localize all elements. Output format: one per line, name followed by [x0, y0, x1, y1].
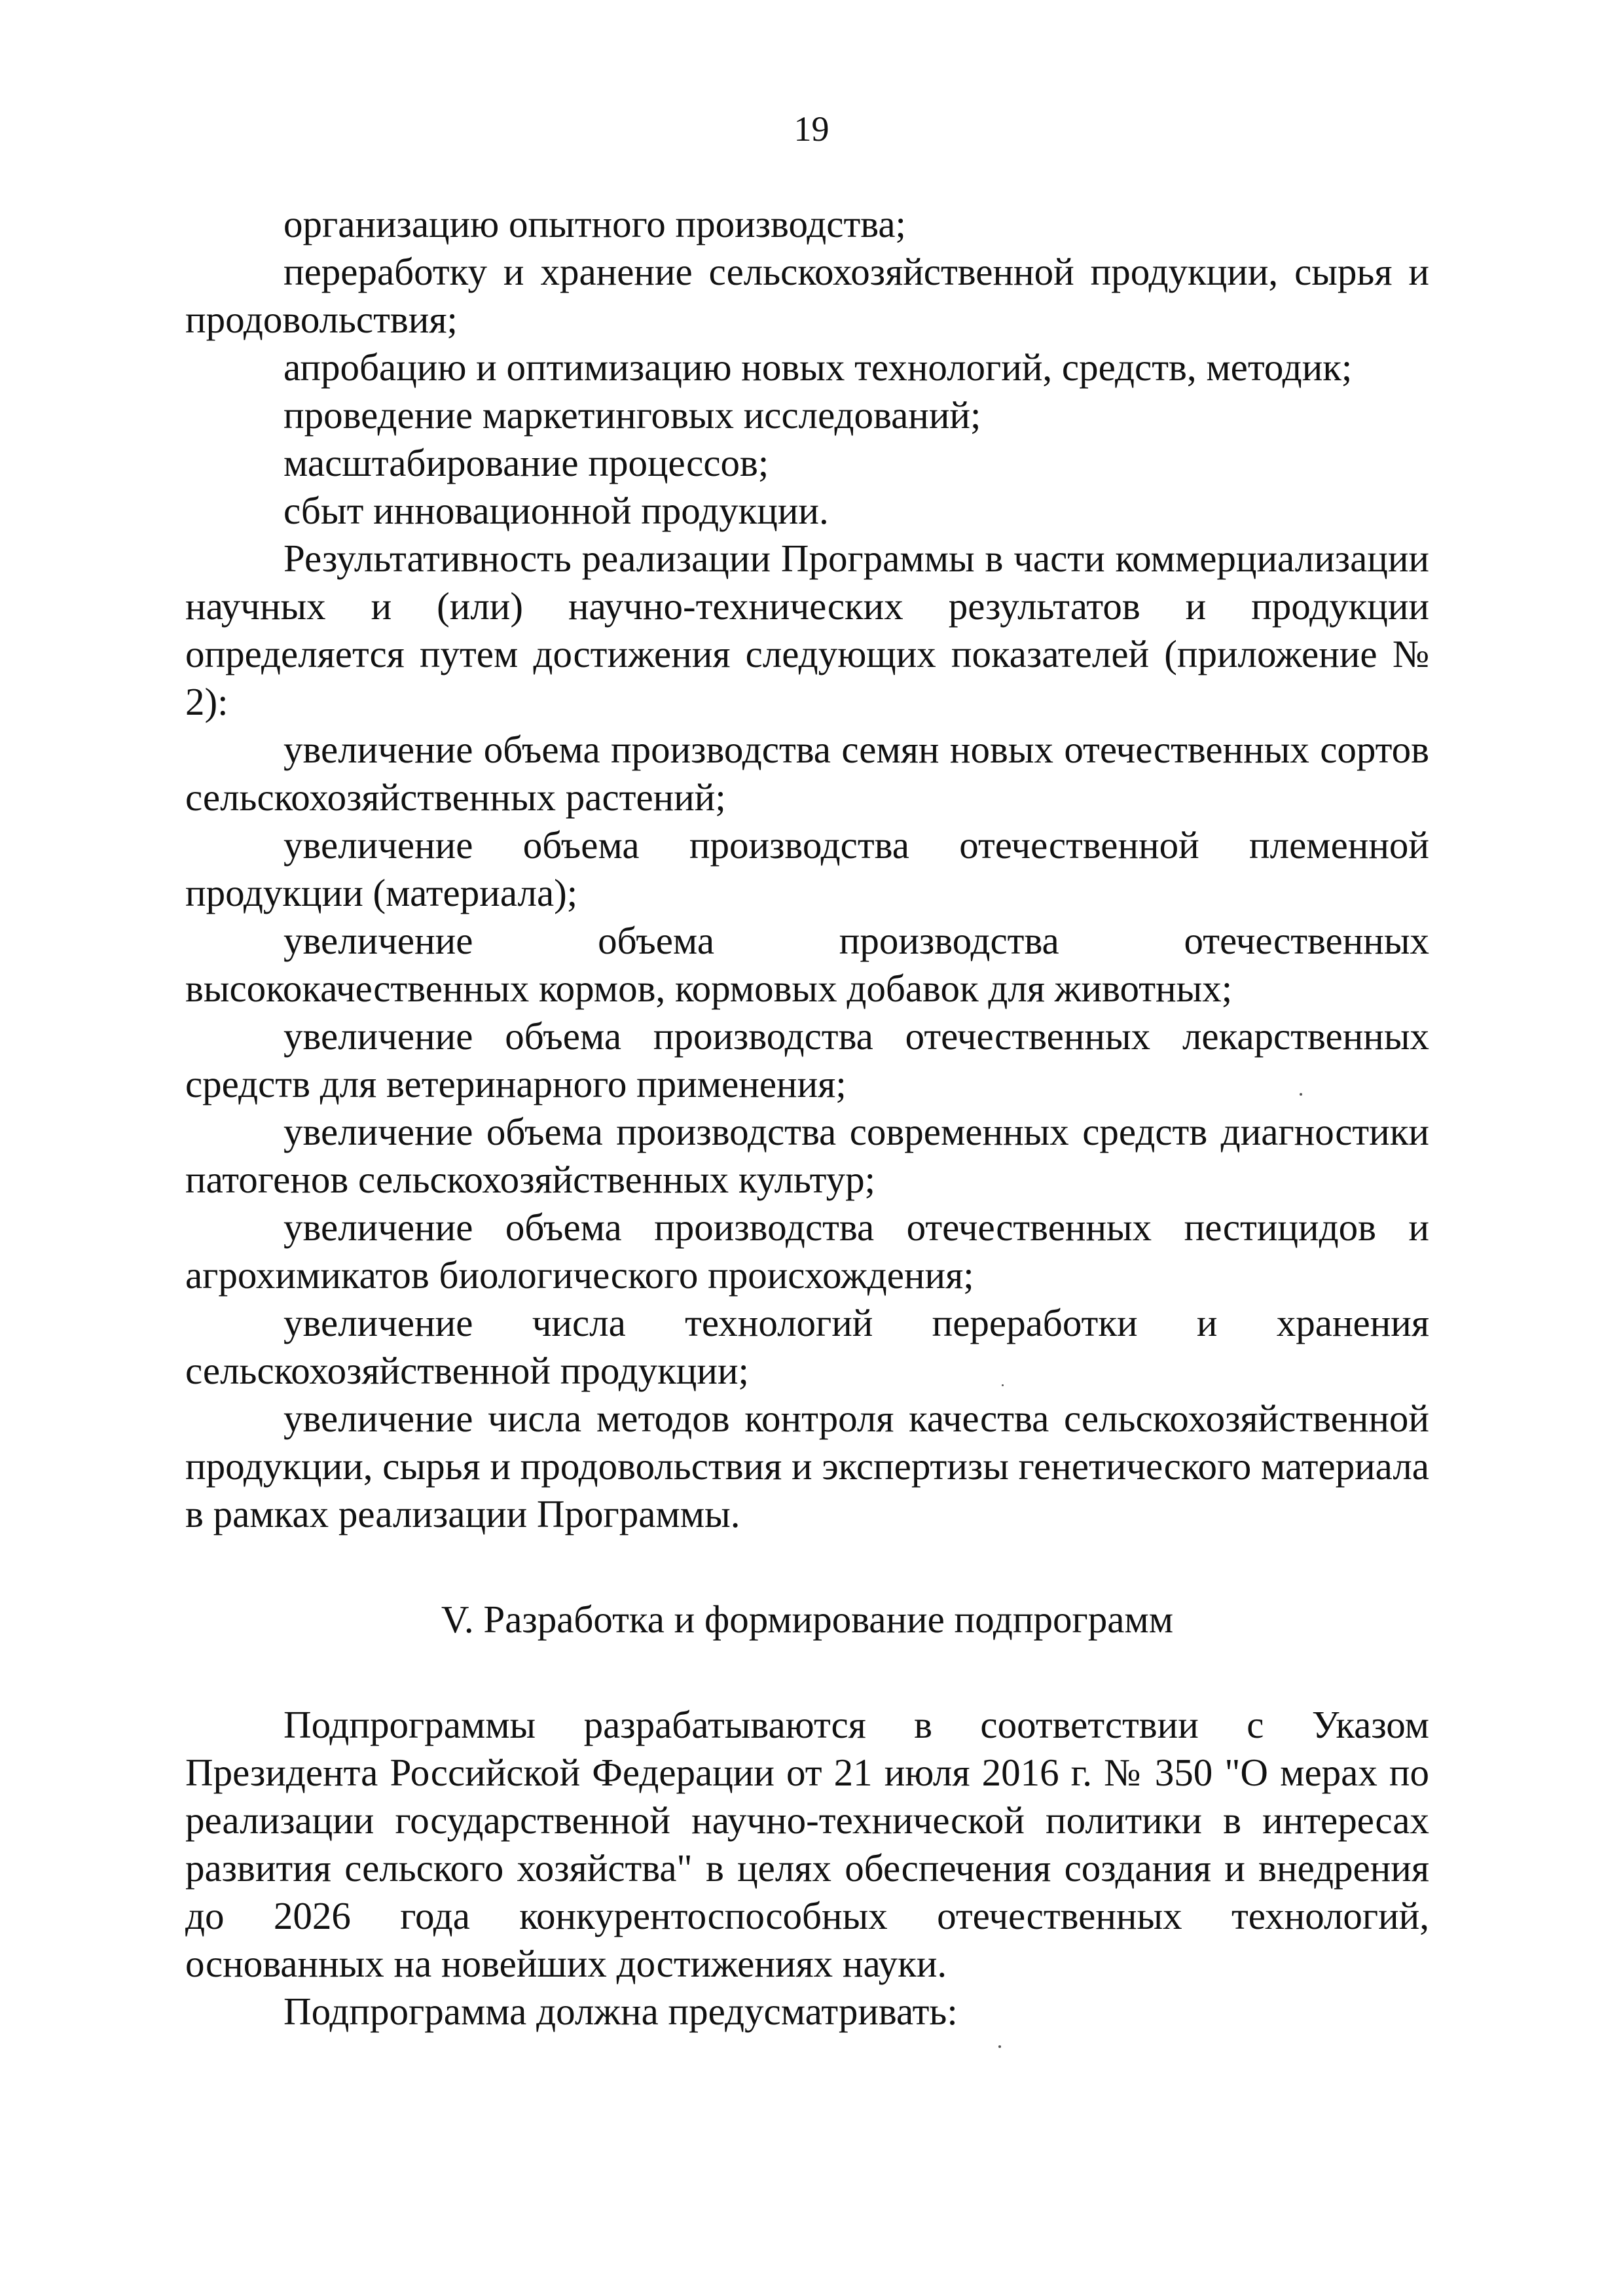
paragraph-list-item: масштабирование процессов; — [283, 441, 769, 484]
paragraph-list-item: проведение маркетинговых исследований; — [283, 393, 981, 437]
paragraph-list-item: апробацию и оптимизацию новых технологий, средств, методик; — [283, 346, 1353, 389]
section-paragraph: Подпрограмма должна предусматривать: — [283, 1990, 958, 2033]
scan-speck — [1300, 1093, 1302, 1096]
paragraph-list-item: организацию опытного производства; — [283, 202, 906, 245]
paragraph-list-item: сбыт инновационной продукции. — [283, 489, 829, 532]
paragraph-list-item: переработку и хранение сельскохозяйственной продукции, сырья и продовольствия; — [185, 250, 1429, 341]
scan-speck — [1002, 1384, 1004, 1386]
indicator-item: увеличение числа технологий переработки и хранения сельскохозяйственной продукции; — [185, 1301, 1429, 1392]
indicator-item: увеличение объема производства отечественных лекарственных средств для ветеринарного применения; — [185, 1014, 1429, 1105]
scan-speck — [998, 2045, 1001, 2048]
page-body — [185, 200, 1429, 2036]
indicator-item: увеличение объема производства отечественных пестицидов и агрохимикатов биологического происхождения; — [185, 1206, 1429, 1297]
page-number: 19 — [793, 109, 830, 149]
section-heading: V. Разработка и формирование подпрограмм — [441, 1598, 1174, 1641]
indicator-item: увеличение объема производства отечественной племенной продукции (материала); — [185, 823, 1429, 914]
paragraph-effectiveness: Результативность реализации Программы в части коммерциализации научных и (или) научно-технических результатов и продукции определяется путем достижения следующих показателей (приложение № 2): — [185, 537, 1429, 723]
indicator-item: увеличение объема производства отечественных высококачественных кормов, кормовых добавок для животных; — [185, 919, 1429, 1010]
section-paragraph: Подпрограммы разрабатываются в соответствии с Указом Президента Российской Федерации от 21 июля 2016 г. № 350 "О мерах по реализации государственной научно-технической политики в интересах развития сельского хозяйства" в целях обеспечения создания и внедрения до 2026 года конкурентоспособных отечественных технологий, основанных на новейших достижениях науки. — [185, 1703, 1429, 1985]
indicator-item: увеличение объема производства современных средств диагностики патогенов сельскохозяйственных культур; — [185, 1110, 1429, 1201]
indicator-item: увеличение объема производства семян новых отечественных сортов сельскохозяйственных растений; — [185, 728, 1429, 819]
indicator-item: увеличение числа методов контроля качества сельскохозяйственной продукции, сырья и продовольствия и экспертизы генетического материала в рамках реализации Программы. — [185, 1397, 1429, 1535]
